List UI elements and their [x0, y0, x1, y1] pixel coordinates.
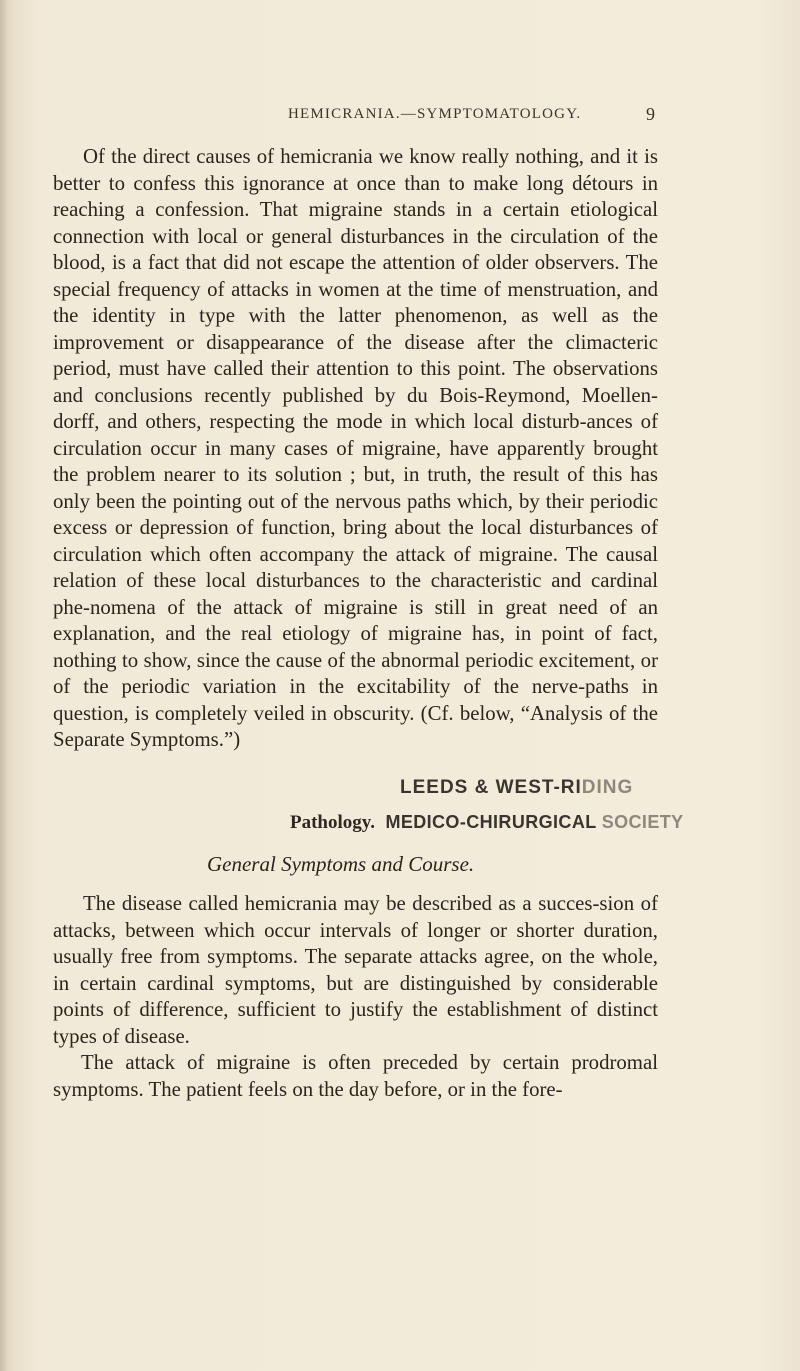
stamp-medico-chirurgical: MEDICO-CHIRURGICAL: [385, 812, 597, 832]
running-head-title: HEMICRANIA.—SYMPTOMATOLOGY.: [288, 106, 582, 122]
page-gutter-shadow: [0, 0, 8, 1371]
stamp-pathology-text: Pathology.: [290, 812, 375, 833]
section-heading-text: General Symptoms and Course.: [207, 852, 475, 876]
paragraph-disease-description: The disease called hemicrania may be described as a succes-sion of attacks, between which occur intervals of longer or shorter duration, usually free from symptoms. The separate attacks agree, on the whole, in certain cardinal symptoms, but are distinguished by considerable points of difference, sufficient to justify the establishment of distinct types of disease.: [53, 892, 658, 1048]
stamp-leeds-text: LEEDS & WEST-RI: [400, 777, 582, 798]
paragraph-prodromal: The attack of migraine is often preceded by certain prodromal symptoms. The patient feels on the day before, or in the fore-: [53, 1051, 658, 1101]
library-stamp-line2: [290, 812, 684, 834]
stamp-society-text: [385, 812, 683, 832]
paragraph-causes: Of the direct causes of hemicrania we know really nothing, and it is better to confess this ignorance at once than to make long détours in reaching a confession. That migraine stands in a certain etiological connection with local or general disturbances in the circulation of the blood, is a fact that did not escape the attention of older observers. The special frequency of attacks in women at the time of menstruation, and the identity in type with the latter phenomenon, as well as the improvement or disappearance of the disease after the climacteric period, must have called their attention to this point. The observations and conclusions recently published by du Bois-Reymond, Moellen-dorff, and others, respecting the mode in which local disturb-ances of circulation occur in many cases of migraine, have apparently brought the problem nearer to its solution ; but, in truth, the result of this has only been the pointing out of the nervous paths which, by their periodic excess or depression of function, bring about the local disturbances of circulation which often accompany the attack of migraine. The causal relation of these local disturbances to the characteristic and cardinal phe-nomena of the attack of migraine is still in great need of an explanation, and the real etiology of migraine has, in point of fact, nothing to show, since the cause of the abnormal periodic excitement, or of the periodic variation in the excitability of the nerve-paths in question, is completely veiled in obscurity. (Cf. below, “Analysis of the Separate Symptoms.”): [53, 145, 658, 751]
page-number: 9: [646, 104, 655, 124]
stamp-society-word: SOCIETY: [601, 812, 684, 832]
library-stamp-line1: [400, 777, 633, 799]
stamp-riding-text: DING: [581, 777, 634, 798]
